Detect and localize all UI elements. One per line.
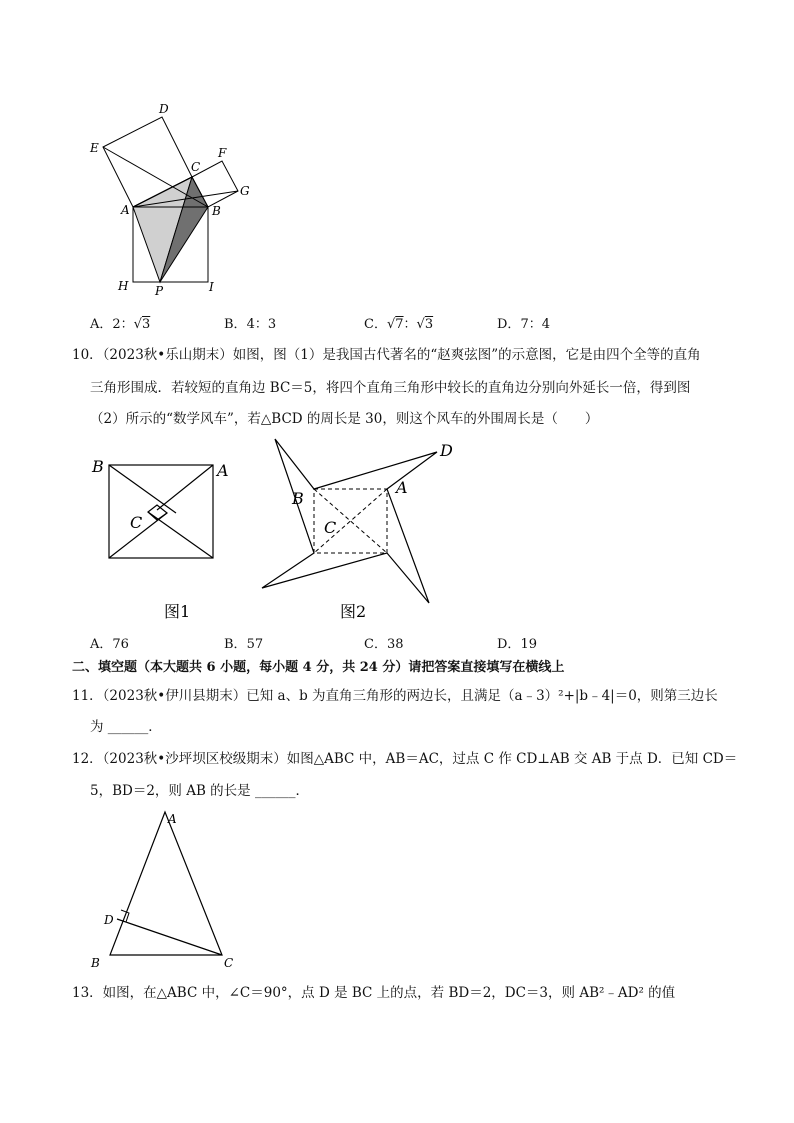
- q9-label-i: I: [209, 280, 214, 294]
- section2-heading: 二、填空题（本大题共 6 小题，每小题 4 分，共 24 分）请把答案直接填写在横线上: [72, 660, 565, 675]
- q9-label-e: E: [90, 141, 99, 155]
- q9-option-c[interactable]: C．√7：√3: [364, 317, 434, 332]
- q10-fig1-label-a: A: [217, 461, 229, 480]
- q9-option-d[interactable]: D．7：4: [497, 317, 550, 332]
- q9-label-p: P: [155, 284, 164, 298]
- q10-fig1-label-c: C: [130, 513, 143, 532]
- q12-label-c: C: [224, 956, 234, 970]
- q10-option-a[interactable]: A．76: [90, 637, 129, 652]
- q10-fig1-label-b: B: [92, 457, 104, 476]
- sqrt-icon: √: [416, 317, 425, 332]
- q10-option-d[interactable]: D．19: [497, 637, 537, 652]
- q9-label-g: G: [240, 184, 250, 198]
- q12-label-a: A: [168, 812, 177, 826]
- q12-figure: [85, 805, 245, 975]
- sqrt-icon: √: [386, 317, 396, 332]
- q10-figure1: [85, 450, 245, 625]
- q10-fig2-label-b: B: [292, 489, 304, 508]
- q10-fig2-label-c: C: [324, 518, 337, 537]
- q10-line1: 10．（2023秋•乐山期末）如图，图（1）是我国古代著名的“赵爽弦图”的示意图，它是由四个全等的直角: [72, 347, 701, 363]
- q9-label-b: B: [212, 204, 221, 218]
- q10-fig1-caption: 图1: [164, 602, 191, 621]
- q9-label-f: F: [218, 146, 227, 160]
- q9-option-b[interactable]: B．4：3: [224, 317, 277, 332]
- q9-label-d: D: [159, 102, 169, 116]
- q10-option-b[interactable]: B．57: [224, 637, 264, 652]
- q11-line2: 为 ______．: [90, 719, 162, 735]
- q9-option-a[interactable]: A．2：√3: [90, 317, 151, 332]
- q10-figure2: [255, 435, 465, 621]
- q10-fig2-label-d: D: [440, 441, 453, 460]
- q10-fig2-caption: 图2: [340, 602, 367, 621]
- q12-label-d: D: [104, 913, 114, 927]
- q12-label-b: B: [91, 956, 100, 970]
- q10-line3: （2）所示的“数学风车”，若△BCD 的周长是 30，则这个风车的外围周长是（ ）: [90, 411, 599, 427]
- q12-line1: 12．（2023秋•沙坪坝区校级期末）如图△ABC 中，AB＝AC，过点 C 作 CD⊥AB 交 AB 于点 D．已知 CD＝: [72, 751, 738, 767]
- q10-fig2-label-a: A: [396, 478, 408, 497]
- q9-label-a: A: [121, 203, 130, 217]
- q11-line1: 11．（2023秋•伊川县期末）已知 a、b 为直角三角形的两边长，且满足（a﹣3）²+|b﹣4|＝0，则第三边长: [72, 688, 718, 704]
- q10-line2: 三角形围成．若较短的直角边 BC＝5，将四个直角三角形中较长的直角边分别向外延长一倍，得到图: [90, 380, 691, 396]
- q9-label-h: H: [118, 279, 129, 293]
- q9-label-c: C: [191, 160, 201, 174]
- q13-line1: 13．如图，在△ABC 中，∠C＝90°，点 D 是 BC 上的点，若 BD＝2，DC＝3，则 AB²﹣AD² 的值: [72, 985, 676, 1001]
- q9-figure: [80, 95, 280, 300]
- sqrt-icon: √: [133, 317, 142, 332]
- q10-option-c[interactable]: C．38: [364, 637, 404, 652]
- q12-line2: 5，BD＝2，则 AB 的长是 ______．: [90, 783, 309, 799]
